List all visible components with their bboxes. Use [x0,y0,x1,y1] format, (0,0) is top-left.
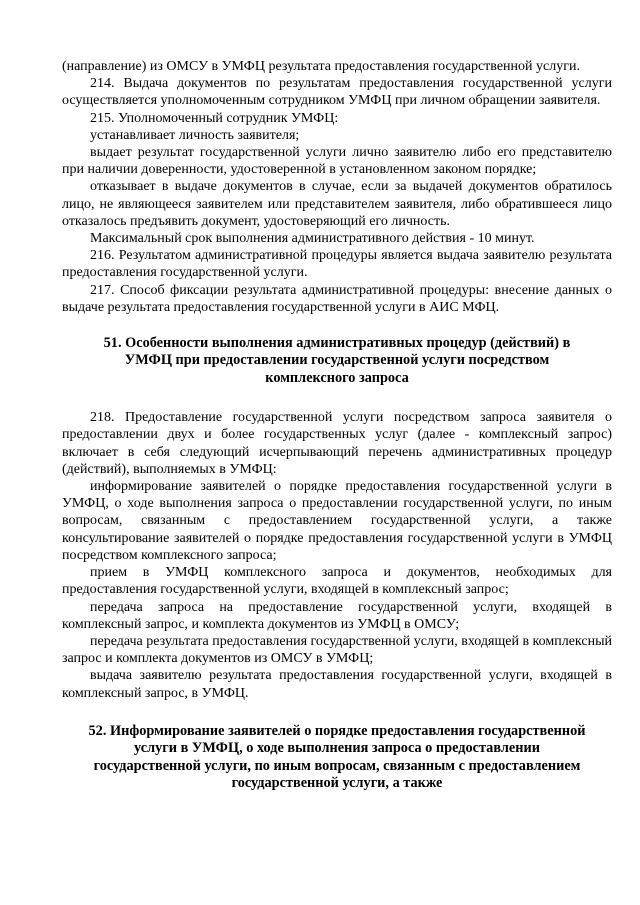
section-heading-51: 51. Особенности выполнения административных процедур (действий) в УМФЦ при предоставлении государственной услуги посредством комплексного запроса [103,335,571,386]
paragraph-217: 217. Способ фиксации результата административной процедуры: внесение данных о выдаче результата предоставления государственной услуги в АИС МФЦ. [62,282,612,315]
paragraph-214: 214. Выдача документов по результатам предоставления государственной услуги осуществляется уполномоченным сотрудником УМФЦ при личном обращении заявителя. [62,76,612,109]
list-item-transfer-to-omsu: передача запроса на предоставление государственной услуги, входящей в комплексный запрос, и комплекта документов из УМФЦ в ОМСУ; [62,599,612,632]
section-heading-52: 52. Информирование заявителей о порядке предоставления государственной услуги в УМФЦ, о ходе выполнения запроса о предоставлении государственной услуги, по иным вопросам, связанным с предоставлением государственной услуги, а также [88,722,586,791]
list-item-issue: выдает результат государственной услуги лично заявителю либо его представителю при наличии доверенности, удостоверенной в установленном законом порядке; [62,145,612,178]
list-item-reception: прием в УМФЦ комплексного запроса и документов, необходимых для предоставления государственной услуги, входящей в комплексный запрос; [62,565,612,598]
paragraph-216: 216. Результатом административной процедуры является выдача заявителю результата предоставления государственной услуги. [62,248,612,281]
list-item-informing: информирование заявителей о порядке предоставления государственной услуги в УМФЦ, о ходе выполнения запроса о предоставлении государственной услуги, по иным вопросам, связанным с предоставлением государственной услуги, а также консультирование заявителей о порядке предоставления государственной услуги в УМФЦ посредством комплексного запроса; [62,479,612,563]
document-body [62,58,612,792]
paragraph-max-time: Максимальный срок выполнения административного действия - 10 минут. [90,231,535,247]
paragraph-continuation: (направление) из ОМСУ в УМФЦ результата предоставления государственной услуги. [62,59,580,74]
paragraph-215: 215. Уполномоченный сотрудник УМФЦ: [90,110,339,126]
list-item-issue-result: выдача заявителю результата предоставления государственной услуги, входящей в комплексный запрос, в УМФЦ. [62,668,612,701]
list-item-identify: устанавливает личность заявителя; [90,127,300,143]
list-item-transfer-to-umfc: передача результата предоставления государственной услуги, входящей в комплексный запрос и комплекта документов из ОМСУ в УМФЦ; [62,633,612,667]
paragraph-218: 218. Предоставление государственной услуги посредством запроса заявителя о предоставлении двух и более государственных услуг (далее - комплексный запрос) включает в себя следующий исчерпывающий перечень административных процедур (действий), выполняемых в УМФЦ: [62,410,612,477]
list-item-refuse: отказывает в выдаче документов в случае, если за выдачей документов обратилось лицо, не являющееся заявителем или представителем заявителя, либо обратившееся лицо отказалось предъявить документ, удостоверяющий его личность. [62,179,612,229]
